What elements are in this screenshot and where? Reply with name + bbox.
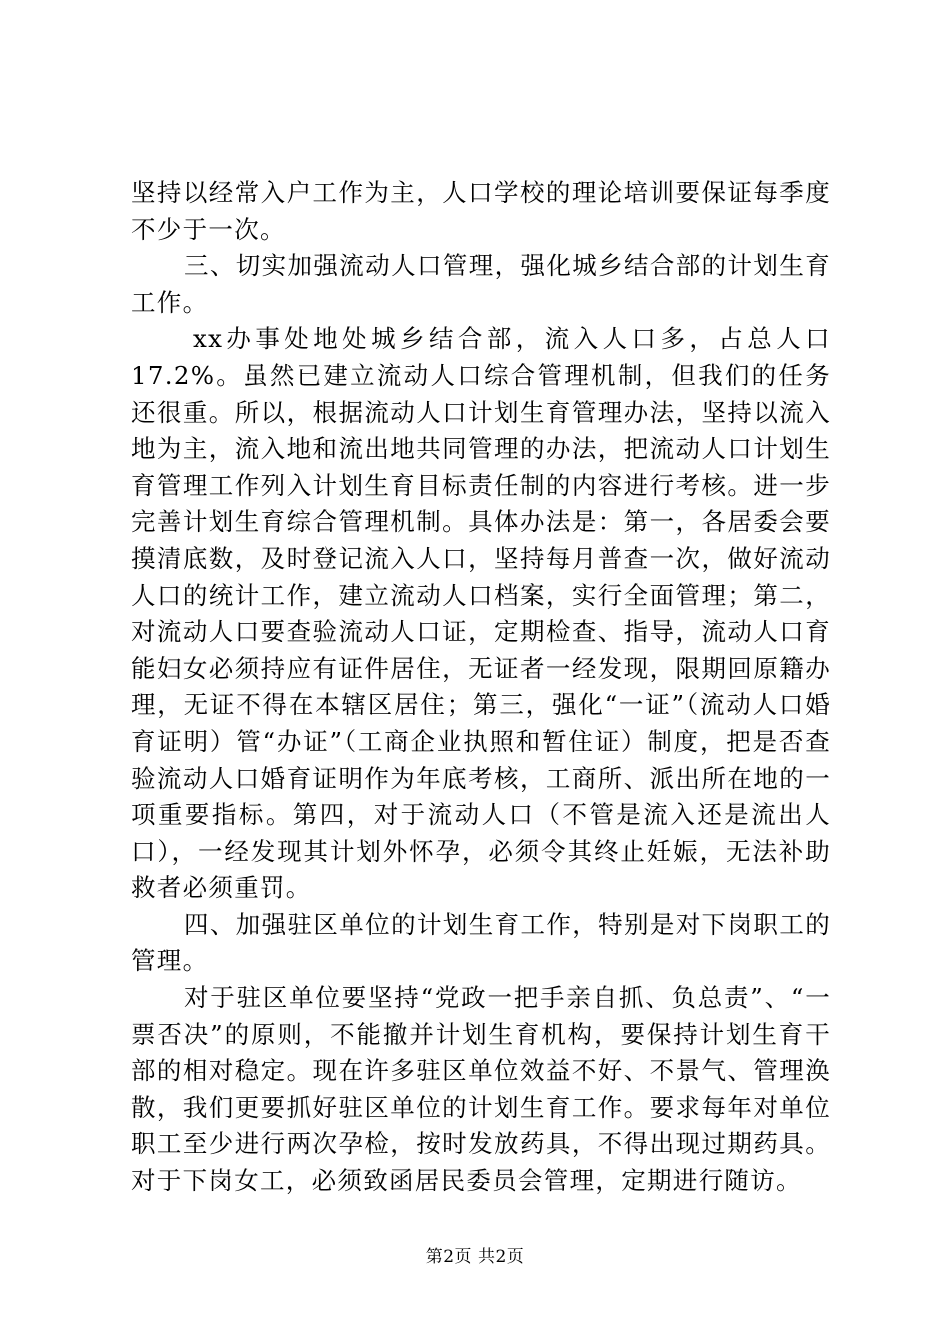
section-heading-3: 三、切实加强流动人口管理，强化城乡结合部的计划生育工作。: [131, 251, 831, 317]
paragraph-resident-units: 对于驻区单位要坚持“党政一把手亲自抓、负总责”、“一票否决”的原则，不能撤并计划生育机构，要保持计划生育干部的相对稳定。现在许多驻区单位效益不好、不景气、管理涣散，我们更要抓好驻区单位的计划生育工作。要求每年对单位职工至少进行两次孕检，按时发放药具，不得出现过期药具。对于下岗女工，必须致函居民委员会管理，定期进行随访。: [131, 983, 831, 1196]
section-heading-4: 四、加强驻区单位的计划生育工作，特别是对下岗职工的管理。: [131, 909, 831, 976]
paragraph-continuation: 坚持以经常入户工作为主，人口学校的理论培训要保证每季度不少于一次。: [131, 178, 831, 244]
document-body: [131, 175, 831, 1200]
paragraph-floating-population: xx办事处地处城乡结合部，流入人口多，占总人口17.2%。虽然已建立流动人口综合管理机制，但我们的任务还很重。所以，根据流动人口计划生育管理办法，坚持以流入地为主，流入地和流出地共同管理的办法，把流动人口计划生育管理工作列入计划生育目标责任制的内容进行考核。进一步完善计划生育综合管理机制。具体办法是：第一，各居委会要摸清底数，及时登记流入人口，坚持每月普查一次，做好流动人口的统计工作，建立流动人口档案，实行全面管理；第二，对流动人口要查验流动人口证，定期检查、指导，流动人口育能妇女必须持应有证件居住，无证者一经发现，限期回原籍办理，无证不得在本辖区居住；第三，强化“一证”（流动人口婚育证明）管“办证”（工商企业执照和暂住证）制度，把是否查验流动人口婚育证明作为年底考核，工商所、派出所在地的一项重要指标。第四，对于流动人口（不管是流入还是流出人口），一经发现其计划外怀孕，必须令其终止妊娠，无法补助救者必须重罚。: [131, 324, 831, 903]
page-footer: 第2页 共2页: [425, 1247, 525, 1267]
